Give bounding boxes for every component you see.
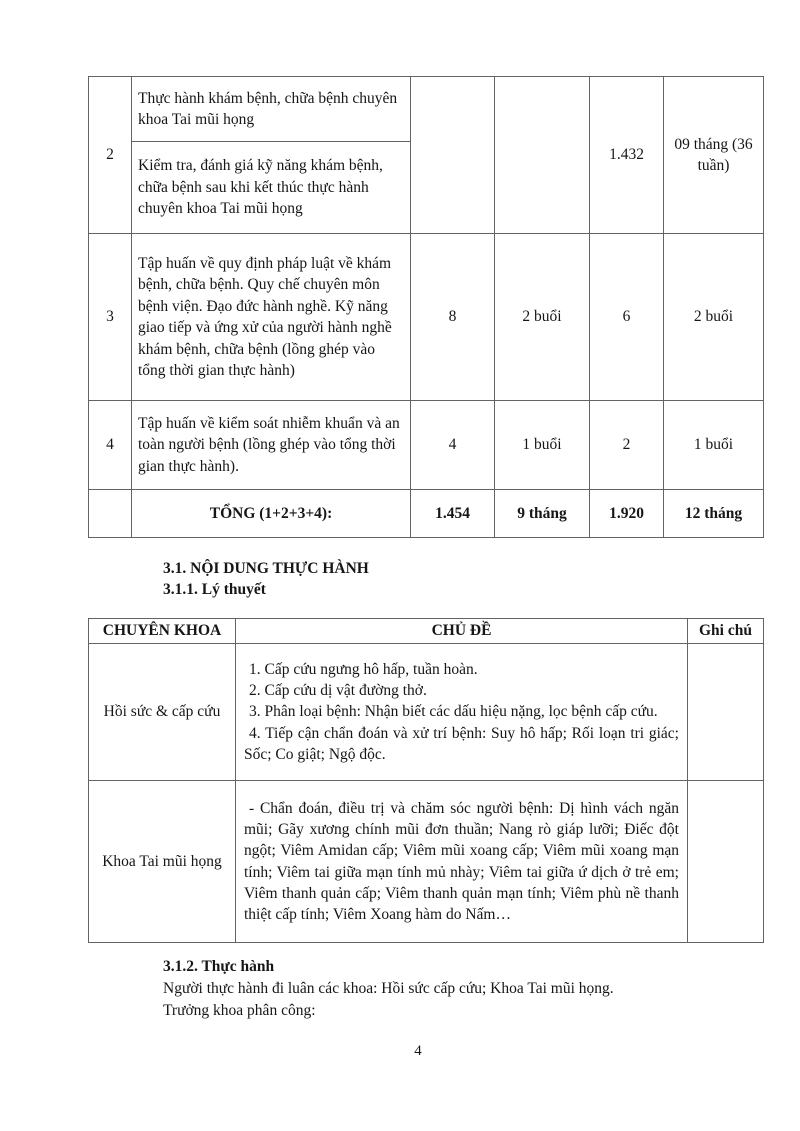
- note-cell: [688, 781, 764, 943]
- row4-number-cell: 4: [89, 401, 132, 490]
- topics-cell-emergency: [236, 644, 688, 781]
- row2-number-cell: 2: [89, 77, 132, 234]
- topics-cell-ent: [236, 781, 688, 943]
- total-hours-cell: 1.920: [590, 490, 664, 538]
- row3-col3-cell: 8: [411, 234, 495, 401]
- topic-item: 1. Cấp cứu ngưng hô hấp, tuần hoàn.: [249, 660, 478, 678]
- section-3-1-2-text-line: Trưởng khoa phân công:: [163, 1002, 316, 1019]
- theory-content-table: [88, 618, 764, 943]
- row4-col3-cell: 4: [411, 401, 495, 490]
- total-col3-cell: 1.454: [411, 490, 495, 538]
- table-row: [89, 234, 764, 401]
- section-headings: [163, 558, 369, 600]
- section-3-1-2-text-line: Người thực hành đi luân các khoa: Hồi sức cấp cứu; Khoa Tai mũi họng.: [163, 980, 614, 997]
- practice-schedule-table: [88, 76, 764, 538]
- row3-hours-cell: 6: [590, 234, 664, 401]
- table-row: [89, 644, 764, 781]
- total-col4-cell: 9 tháng: [495, 490, 590, 538]
- specialty-cell-emergency: Hồi sức & cấp cứu: [89, 644, 236, 781]
- row2-col3-cell: [411, 77, 495, 234]
- topic-item: 2. Cấp cứu dị vật đường thở.: [249, 682, 427, 700]
- page-number: 4: [414, 1043, 422, 1059]
- row4-hours-cell: 2: [590, 401, 664, 490]
- total-empty-cell: [89, 490, 132, 538]
- row2-col4-cell: [495, 77, 590, 234]
- row3-activity-cell: Tập huấn về quy định pháp luật về khám bệnh, chữa bệnh. Quy chế chuyên môn bệnh viện. Đạo đức hành nghề. Kỹ năng giao tiếp và ứng xử của người hành nghề khám bệnh, chữa bệnh (lồng ghép vào tổng thời gian thực hành): [132, 234, 411, 401]
- total-label-cell: TỔNG (1+2+3+4):: [132, 490, 411, 538]
- total-row: [89, 490, 764, 538]
- row3-duration-cell: 2 buổi: [664, 234, 764, 401]
- table-row: [89, 401, 764, 490]
- row4-col4-cell: 1 buổi: [495, 401, 590, 490]
- table-row: [89, 77, 764, 142]
- row2-duration-cell: 09 tháng (36 tuần): [664, 77, 764, 234]
- section-3-1-1-heading: 3.1.1. Lý thuyết: [163, 581, 266, 598]
- row4-activity-cell: Tập huấn về kiểm soát nhiễm khuẩn và an toàn người bệnh (lồng ghép vào tổng thời gian thực hành).: [132, 401, 411, 490]
- section-3-1-heading: 3.1. NỘI DUNG THỰC HÀNH: [163, 560, 369, 577]
- section-3-1-2-heading: 3.1.2. Thực hành: [163, 958, 275, 975]
- row3-number-cell: 3: [89, 234, 132, 401]
- table-row: [89, 781, 764, 943]
- row2-activity-cell-2: Kiểm tra, đánh giá kỹ năng khám bệnh, chữa bệnh sau khi kết thúc thực hành chuyên khoa Tai mũi họng: [132, 142, 411, 234]
- topic-item: 4. Tiếp cận chẩn đoán và xử trí bệnh: Suy hô hấp; Rối loạn tri giác; Sốc; Co giật; Ngộ độc.: [244, 724, 679, 763]
- total-duration-cell: 12 tháng: [664, 490, 764, 538]
- section-3-1-2: [163, 956, 614, 1022]
- topic-column-header: CHỦ ĐỀ: [236, 619, 688, 644]
- table-header-row: [89, 619, 764, 644]
- row3-col4-cell: 2 buổi: [495, 234, 590, 401]
- note-cell: [688, 644, 764, 781]
- topic-item: 3. Phân loại bệnh: Nhận biết các dấu hiệu nặng, lọc bệnh cấp cứu.: [249, 703, 658, 721]
- row2-hours-cell: 1.432: [590, 77, 664, 234]
- row4-duration-cell: 1 buổi: [664, 401, 764, 490]
- specialty-column-header: CHUYÊN KHOA: [89, 619, 236, 644]
- topic-item: - Chẩn đoán, điều trị và chăm sóc người bệnh: Dị hình vách ngăn mũi; Gãy xương chính mũi đơn thuần; Nang rò giáp lưỡi; Điếc đột ngột; Viêm Amidan cấp; Viêm mũi xoang cấp; Viêm mũi xoang mạn tính; Viêm tai giữa mạn tính mủ nhày; Viêm tai giữa ứ dịch ở trẻ em; Viêm thanh quản cấp; Viêm thanh quản mạn tính; Viêm phù nề thanh thiệt cấp tính; Viêm Xoang hàm do Nấm…: [244, 799, 679, 923]
- row2-activity-cell-1: Thực hành khám bệnh, chữa bệnh chuyên khoa Tai mũi họng: [132, 77, 411, 142]
- note-column-header: Ghi chú: [688, 619, 764, 644]
- specialty-cell-ent: Khoa Tai mũi họng: [89, 781, 236, 943]
